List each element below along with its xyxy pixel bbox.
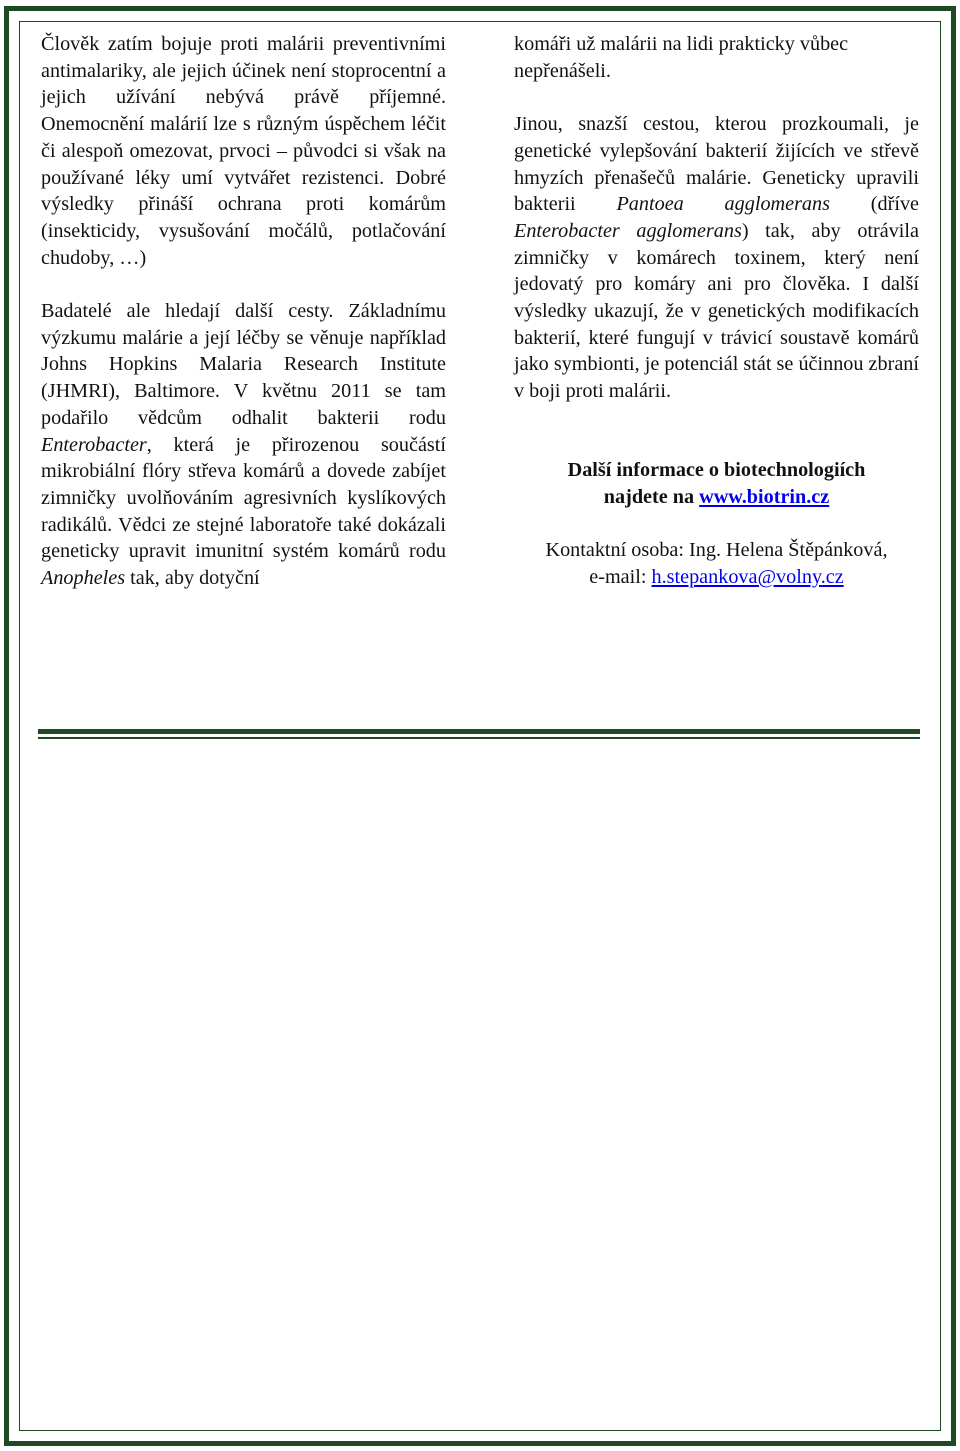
divider-thick <box>38 729 920 734</box>
contact-block <box>514 537 919 590</box>
biotrin-link[interactable]: www.biotrin.cz <box>699 485 830 508</box>
left-p2-text-2: , která je přirozenou součástí mikrobiální flóry střeva komárů a dovede zabíjet zimničky uvolňováním agresivních kyslíkových radikálů. Vědci ze stejné laboratoře také dokázali geneticky upravit imunitní systém komárů rodu <box>41 433 446 563</box>
spacer <box>514 405 919 457</box>
right-p2-text-1: Jinou, snazší cestou, kterou prozkoumali, je genetické vylepšování bakterií žijících ve střevě hmyzích přenašečů malárie. Geneticky upravili bakterii <box>514 113 919 216</box>
contact-email-prefix: e-mail: <box>589 565 652 588</box>
right-p2-text-3: ) tak, aby otrávila zimničky v komárech toxinem, který není jedovatý pro komáry ani pro člověka. I další výsledky ukazují, že v genetických modifikacích bakterií, které fungují v trávicí soustavě komárů jako symbionti, je potenciál stát se účinnou zbraní v boji proti malárii. <box>514 219 919 403</box>
info-heading <box>514 457 919 510</box>
right-p2-species-enterobacter: Enterobacter agglomerans <box>514 219 742 242</box>
right-p2-text-2: (dříve <box>829 193 919 216</box>
left-p2-genus-enterobacter: Enterobacter <box>41 433 147 456</box>
info-line-1: Další informace o biotechnologiích <box>567 458 866 481</box>
contact-email-link[interactable]: h.stepankova@volny.cz <box>651 565 844 588</box>
left-paragraph-1: Člověk zatím bojuje proti malárii preventivními antimalariky, ale jejich účinek není stoprocentní a jejich užívání nebývá právě příjemné. Onemocnění malárií lze s různým úspěchem léčit či alespoň omezovat, prvoci – původci si však na používané léky umí vytvářet rezistenci. Dobré výsledky přináší ochrana proti komárům (insekticidy, vysušování močálů, potlačování chudoby, …) <box>41 33 446 269</box>
divider-thin <box>38 737 920 739</box>
info-line-2-prefix: najdete na <box>603 485 700 508</box>
left-column <box>41 31 446 592</box>
left-paragraph-2 <box>41 298 446 592</box>
left-p2-genus-anopheles: Anopheles <box>41 567 126 590</box>
right-paragraph-1: komáři už malárii na lidi prakticky vůbec nepřenášeli. <box>514 33 849 82</box>
contact-line-1: Kontaktní osoba: Ing. Helena Štěpánková, <box>545 538 888 561</box>
right-paragraph-2 <box>514 111 919 405</box>
right-column <box>514 31 919 590</box>
left-p2-text-1: Badatelé ale hledají další cesty. Základnímu výzkumu malárie a její léčby se věnuje například Johns Hopkins Malaria Research Institute (JHMRI), Baltimore. V květnu 2011 se tam podařilo vědcům odhalit bakterii rodu <box>41 300 446 429</box>
left-p2-text-3: tak, aby dotyční <box>125 567 260 590</box>
right-p2-species-pantoea: Pantoea agglomerans <box>616 193 830 216</box>
